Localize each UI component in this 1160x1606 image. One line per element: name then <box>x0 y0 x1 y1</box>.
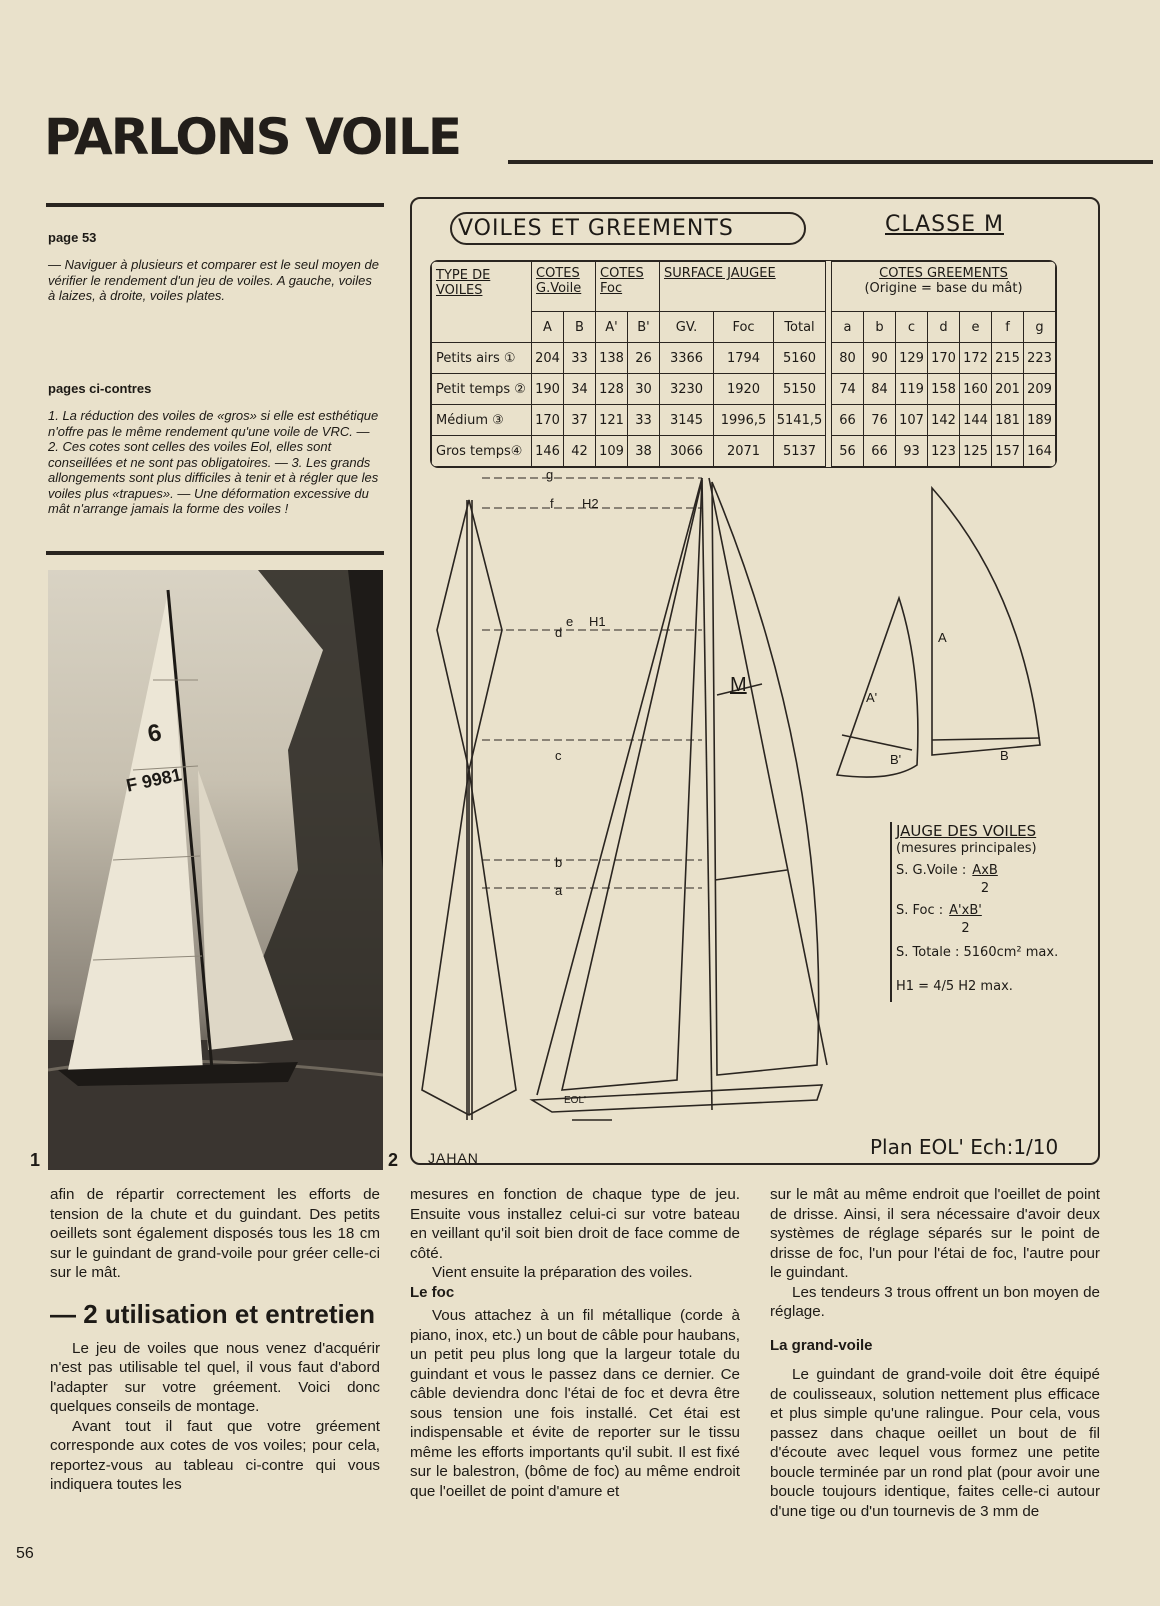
text-column-1 <box>50 1185 380 1495</box>
rig-label-c: c <box>555 748 562 763</box>
photo-number-1: 1 <box>30 1150 41 1170</box>
caption-rule-bottom <box>46 551 384 555</box>
paragraph: Vient ensuite la préparation des voiles. <box>432 1264 693 1281</box>
text-column-2 <box>410 1185 740 1501</box>
rig-label-B: B <box>1000 748 1009 763</box>
table-head-greements: COTES GREEMENTS (Origine = base du mât) <box>832 262 1056 312</box>
plan-class: CLASSE M <box>885 212 1004 237</box>
page-number: 56 <box>16 1545 34 1562</box>
rig-label-A: A <box>938 630 947 645</box>
text-column-3 <box>770 1185 1100 1521</box>
rig-label-a: a <box>555 883 563 898</box>
rig-drawing <box>412 470 1098 1150</box>
sail-code: F 9981 <box>124 764 184 796</box>
paragraph: mesures en fonction de chaque type de jeu. Ensuite vous installez celui-ci sur votre bateau en veillant qu'il soit bien droit de face comme de côté. <box>410 1186 740 1262</box>
paragraph: afin de répartir correctement les efforts de tension de la chute et du guindant. Des petits oeillets sont également disposés tous les 18 cm sur le guindant de grand-voile pour gréer celle-ci sur le mât. <box>50 1186 380 1281</box>
rig-label-e: e <box>566 614 574 629</box>
sail-data-table: TYPE DE VOILES COTES G.Voile COTES Foc SURFACE JAUGEE COTES GREEMENTS (Origine = base du mât) A B A' B' GV. Foc Total a b c d e f g Petits airs ① 204 33 138 26 3366 1794 5160 80 90 129 170 172 215 223 Petit temps ② 190 34 128 30 3230 1920 5150 74 84 119 158 160 201 209 Médium ③ 170 37 121 33 3145 1996,5 5141,5 66 76 107 142 144 181 189 Gros temps④ 146 42 109 38 3066 2071 5137 56 66 93 123 125 157 164 <box>430 260 1057 468</box>
paragraph: sur le mât au même endroit que l'oeillet de point de drisse. Ainsi, il sera nécessaire d'avoir deux systèmes de réglage séparés sur le point de drisse de foc, l'un pour l'étai de foc, l'autre pour le guindant. <box>770 1186 1100 1281</box>
section-title: — 2 utilisation et entretien <box>50 1298 376 1329</box>
plan-footer: Plan EOL' Ech:1/10 <box>870 1135 1059 1159</box>
sail-number: 6 <box>145 718 164 749</box>
caption-rule-top <box>46 203 384 207</box>
table-row: Gros temps④ 146 42 109 38 3066 2071 5137 56 66 93 123 125 157 164 <box>432 436 1056 467</box>
jauge-sub: (mesures principales) <box>896 841 1037 856</box>
sailboat-photo <box>48 570 383 1170</box>
jauge-gv: S. G.Voile : AxB 2 <box>896 863 998 896</box>
rig-label-f: f <box>550 496 554 511</box>
jauge-box <box>890 822 1058 1002</box>
rig-label-b: b <box>555 855 563 870</box>
photo-number-2: 2 <box>388 1150 399 1170</box>
rig-label-d: d <box>555 625 563 640</box>
title-rule <box>508 160 1153 164</box>
caption-page53-text: — Naviguer à plusieurs et comparer est le seul moyen de vérifier le rendement d'un jeu de voiles. A gauche, voiles à laizes, à droite, voiles plates. <box>48 257 379 303</box>
jauge-ratio: H1 = 4/5 H2 max. <box>896 979 1013 994</box>
table-row: Médium ③ 170 37 121 33 3145 1996,5 5141,5 66 76 107 142 144 181 189 <box>432 405 1056 436</box>
rig-label-h1: H1 <box>589 614 606 629</box>
table-row: Petits airs ① 204 33 138 26 3366 1794 5160 80 90 129 170 172 215 223 <box>432 343 1056 374</box>
caption-contre-label: pages ci-contres <box>48 381 152 396</box>
plan-author: JAHAN <box>428 1150 479 1166</box>
rig-label-Bp: B' <box>890 752 902 767</box>
table-head-cotes-gv: COTES G.Voile <box>532 262 596 312</box>
jauge-total: S. Totale : 5160cm² max. <box>896 945 1059 960</box>
table-head-cotes-foc: COTES Foc <box>596 262 660 312</box>
table-head-type: TYPE DE VOILES <box>432 262 532 343</box>
rig-label-g: g <box>546 467 554 482</box>
rig-label-m: M <box>730 674 747 696</box>
subsection-grand-voile: La grand-voile <box>770 1336 873 1354</box>
rig-label-Ap: A' <box>866 690 878 705</box>
plan-title: VOILES ET GREEMENTS <box>450 212 806 245</box>
paragraph: Les tendeurs 3 trous offrent un bon moyen de réglage. <box>770 1283 1100 1320</box>
page-title: PARLONS VOILE <box>44 108 461 166</box>
rig-label-h2: H2 <box>582 496 599 511</box>
paragraph: Le jeu de voiles que nous venez d'acquérir n'est pas utilisable tel quel, il vous faut d'abord l'adapter sur votre gréement. Voici donc quelques conseils de montage. <box>50 1339 380 1415</box>
jauge-foc: S. Foc : A'xB' 2 <box>896 903 982 936</box>
hull-label: EOL' <box>564 1095 586 1106</box>
caption-contre-text: 1. La réduction des voiles de «gros» si elle est esthétique n'offre pas le même rendement qu'une voile de VRC. — 2. Ces cotes sont celles des voiles Eol, elles sont conseillées et ne sont pas obligatoires. — 3. Les grands allongements sont plus difficiles à tenir et à régler que les voiles plus «trapues». — Une déformation excessive du mât n'arrange jamais la forme des voiles ! <box>48 408 379 516</box>
table-row: Petit temps ② 190 34 128 30 3230 1920 5150 74 84 119 158 160 201 209 <box>432 374 1056 405</box>
table-head-surface: SURFACE JAUGEE <box>660 262 826 312</box>
subsection-foc: Le foc <box>410 1283 455 1301</box>
caption-page53-label: page 53 <box>48 230 97 245</box>
jauge-title: JAUGE DES VOILES <box>896 822 1037 840</box>
paragraph: Vous attachez à un fil métallique (corde à piano, inox, etc.) un bout de câble pour haubans, un petit peu plus long que la largeur totale du guindant et vous le passez dans ce dernier. Ce câble deviendra donc l'étai de foc et devra être sous tension une fois installé. Cet étai est indispensable et évite de reporter sur le tissu même les efforts importants qu'il subit. Il est fixé sur le balestron, (bôme de foc) au même endroit que l'oeillet de point d'amure et <box>410 1307 740 1500</box>
paragraph: Le guindant de grand-voile doit être équipé de coulisseaux, solution nettement plus efficace et plus simple qu'une ralingue. Pour cela, vous passez dans chaque oeillet un bout de fil d'écoute avec lequel vous formez une petite boucle terminée par un rond plat (pour avoir une boucle toujours identique, faites celle-ci autour d'une tige ou d'un tournevis de 3 mm de <box>770 1366 1100 1520</box>
paragraph: Avant tout il faut que votre gréement corresponde aux cotes de vos voiles; pour cela, reportez-vous au tableau ci-contre qui vous indiquera toutes les <box>50 1417 380 1493</box>
